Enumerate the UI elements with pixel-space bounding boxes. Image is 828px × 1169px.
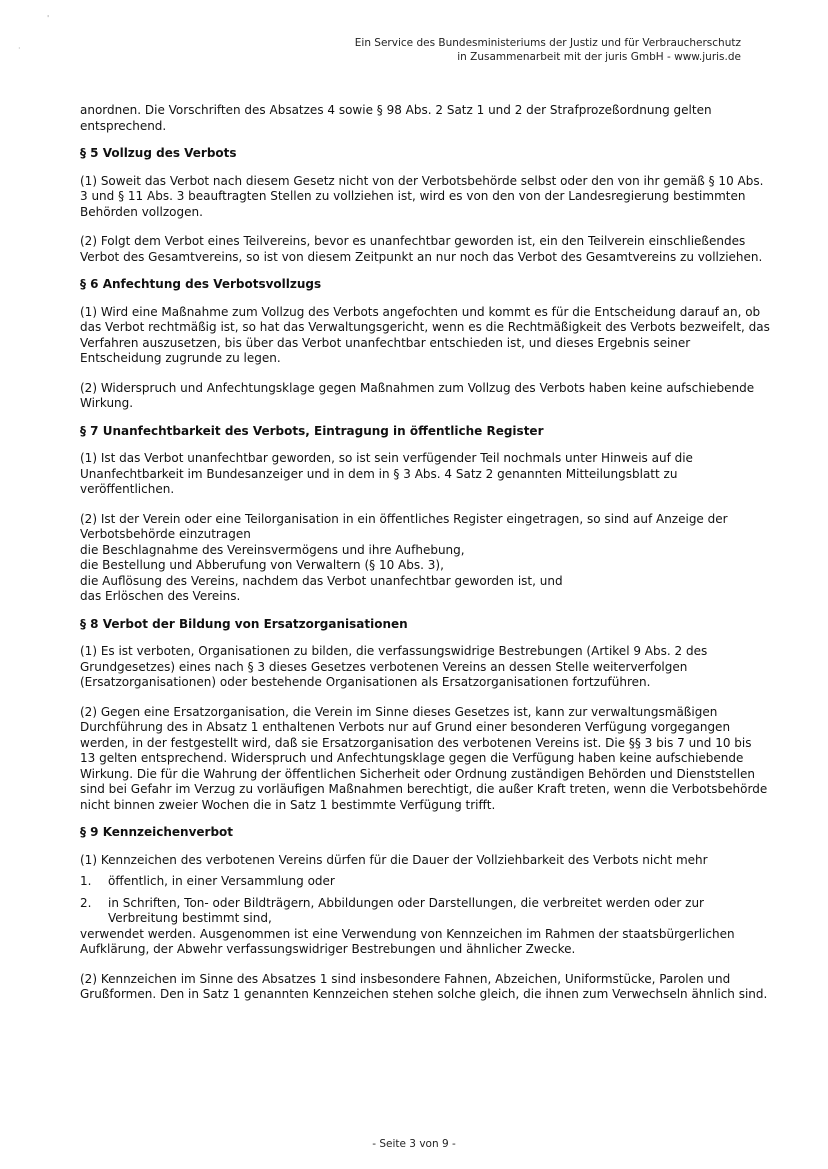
section-6-paragraph-1: (1) Wird eine Maßnahme zum Vollzug des Verbots angefochten und kommt es für die Entscheidung darauf an, ob das Verbot rechtmäßig ist, so hat das Verwaltungsgericht, wenn es die Rechtmäßigkeit des Verbots bezweifelt, das Verfahren auszusetzen, bis über das Verbot unanfechtbar entschieden ist, und dieses Ergebnis seiner Entscheidung zugrunde zu legen. <box>80 304 770 365</box>
section-8-paragraph-1: (1) Es ist verboten, Organisationen zu bilden, die verfassungswidrige Bestrebungen (Artikel 9 Abs. 2 des Grundgesetzes) eines nach § 3 dieses Gesetzes verbotenen Vereins an dessen Stelle weiterverfolgen (Ersatzorganisationen) oder bestehende Organisationen als Ersatzorganisationen fortzuführen. <box>80 644 708 689</box>
section-7-heading: § 7 Unanfechtbarkeit des Verbots, Eintragung in öffentliche Register <box>80 423 544 438</box>
section-9-paragraph-1-continued: verwendet werden. Ausgenommen ist eine Verwendung von Kennzeichen im Rahmen der staatsbürgerlichen Aufklärung, der Abwehr verfassungswidriger Bestrebungen und ähnlicher Zwecke. <box>80 926 735 956</box>
list-item <box>80 874 770 890</box>
section-6-paragraph-2: (2) Widerspruch und Anfechtungsklage gegen Maßnahmen zum Vollzug des Verbots haben keine aufschiebende Wirkung. <box>80 380 755 410</box>
section-5-paragraph-2: (2) Folgt dem Verbot eines Teilvereins, bevor es unanfechtbar geworden ist, ein den Teilverein einschließendes Verbot des Gesamtvereins, so ist von diesem Zeitpunkt an nur noch das Verbot des Gesamtvereins zu vollziehen. <box>80 234 763 264</box>
page-header <box>321 36 741 64</box>
intro-paragraph: anordnen. Die Vorschriften des Absatzes 4 sowie § 98 Abs. 2 Satz 1 und 2 der Strafprozeßordnung gelten entsprechend. <box>80 103 712 133</box>
section-5-paragraph-1: (1) Soweit das Verbot nach diesem Gesetz nicht von der Verbotsbehörde selbst oder den von ihr gemäß § 10 Abs. 3 und § 11 Abs. 3 beauftragten Stellen zu vollziehen ist, wird es von den von der Landesregierung bestimmten Behörden vollzogen. <box>80 173 764 219</box>
section-7-line-4: das Erlöschen des Vereins. <box>80 589 241 603</box>
section-9-heading: § 9 Kennzeichenverbot <box>80 825 234 839</box>
list-item-text: öffentlich, in einer Versammlung oder <box>108 874 335 888</box>
header-line-2: in Zusammenarbeit mit der juris GmbH - www.juris.de <box>457 51 741 63</box>
document-body <box>80 103 770 1003</box>
section-8-paragraph-2: (2) Gegen eine Ersatzorganisation, die Verein im Sinne dieses Gesetzes ist, kann zur verwaltungsmäßigen Durchführung des in Absatz 1 enthaltenen Verbots nur auf Grund einer besonderen Verfügung vorgegangen werden, in der festgestellt wird, daß sie Ersatzorganisation des verbotenen Vereins ist. Die §§ 3 bis 7 und 10 bis 13 gelten entsprechend. Widerspruch und Anfechtungsklage gegen die Verfügung haben keine aufschiebende Wirkung. Die für die Wahrung der öffentlichen Sicherheit oder Ordnung zuständigen Behörden und Dienststellen sind bei Gefahr im Verzug zu vorläufigen Maßnahmen berechtigt, die außer Kraft treten, wenn die Verbotsbehörde nicht binnen zweier Wochen die in Satz 1 bestimmte Verfügung trifft. <box>80 704 768 812</box>
section-7-paragraph-1: (1) Ist das Verbot unanfechtbar geworden, so ist sein verfügender Teil nochmals unter Hinweis auf die Unanfechtbarkeit im Bundesanzeiger und in dem in § 3 Abs. 4 Satz 2 genannten Mitteilungsblatt zu veröffentlichen. <box>80 451 693 496</box>
list-item-number: 1. <box>80 874 92 888</box>
list-item <box>80 896 770 927</box>
section-7-line-1: die Beschlagnahme des Vereinsvermögens und ihre Aufhebung, <box>80 542 465 557</box>
section-9-paragraph-2: (2) Kennzeichen im Sinne des Absatzes 1 sind insbesondere Fahnen, Abzeichen, Uniformstücke, Parolen und Grußformen. Den in Satz 1 genannten Kennzeichen stehen solche gleich, die ihnen zum Verwechseln ähnlich sind. <box>80 971 768 1001</box>
page-number: - Seite 3 von 9 - <box>372 1138 456 1150</box>
header-line-1: Ein Service des Bundesministeriums der Justiz und für Verbraucherschutz <box>354 37 741 49</box>
section-7-line-3: die Auflösung des Vereins, nachdem das Verbot unanfechtbar geworden ist, und <box>80 573 563 588</box>
section-7-paragraph-2: (2) Ist der Verein oder eine Teilorganisation in ein öffentliches Register eingetragen, so sind auf Anzeige der Verbotsbehörde einzutragen <box>80 511 728 541</box>
section-9-paragraph-1: (1) Kennzeichen des verbotenen Vereins dürfen für die Dauer der Vollziehbarkeit des Verbots nicht mehr <box>80 852 708 867</box>
scan-mark: ' <box>47 14 50 23</box>
section-8-heading: § 8 Verbot der Bildung von Ersatzorganisationen <box>80 616 408 631</box>
section-5-heading: § 5 Vollzug des Verbots <box>80 146 237 160</box>
section-6-heading: § 6 Anfechtung des Verbotsvollzugs <box>80 277 322 291</box>
scan-mark: · <box>18 44 21 53</box>
list-item-text: in Schriften, Ton- oder Bildträgern, Abbildungen oder Darstellungen, die verbreitet werden oder zur Verbreitung bestimmt sind, <box>108 895 704 925</box>
section-7-line-2: die Bestellung und Abberufung von Verwaltern (§ 10 Abs. 3), <box>80 558 444 572</box>
list-item-number: 2. <box>80 895 92 910</box>
